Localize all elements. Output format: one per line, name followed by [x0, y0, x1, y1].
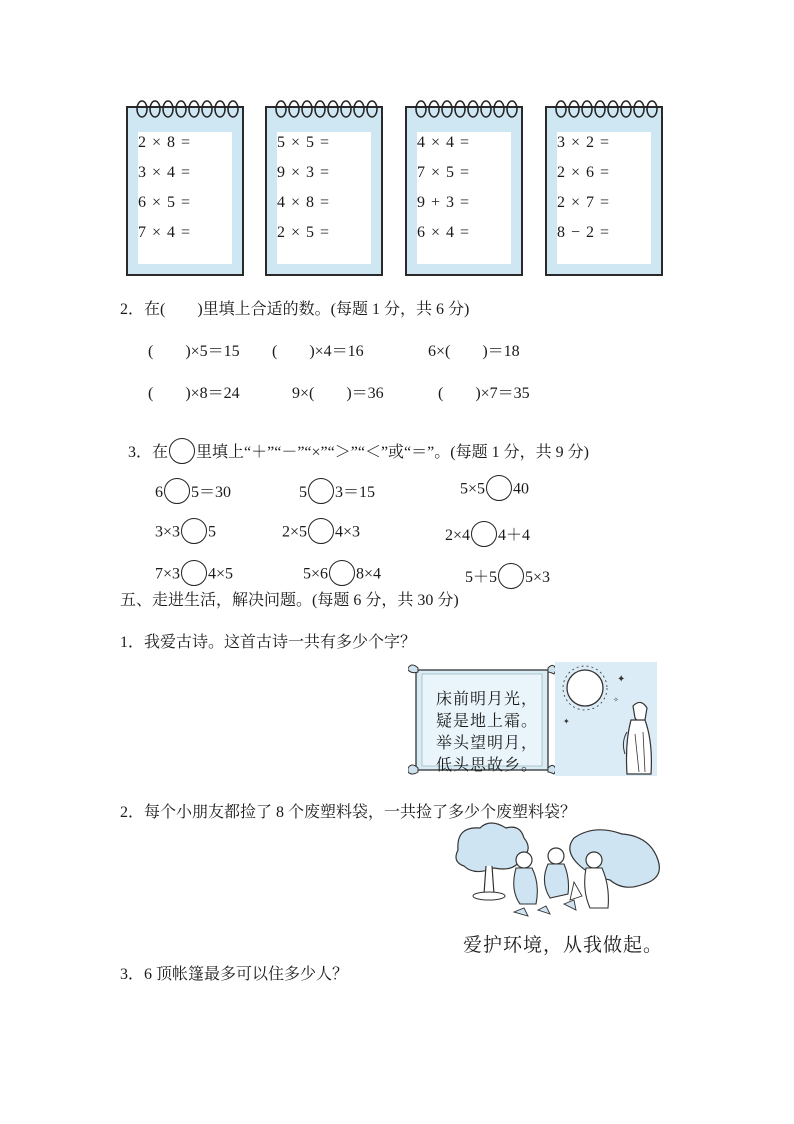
question-3-prefix: 3．在 — [128, 444, 169, 461]
question-3-suffix: 里填上“＋”“－”“×”“＞”“＜”或“＝”。(每题 1 分，共 9 分) — [196, 444, 589, 461]
blank-circle[interactable] — [486, 475, 512, 501]
fill-blank-item: ( )×8＝24 — [148, 385, 240, 402]
fill-blank-item: ( )×5＝15 — [148, 343, 240, 360]
card-equation: 9 × 3 = — [277, 164, 331, 181]
compare-item — [147, 546, 233, 586]
card-equation: 2 × 6 = — [557, 164, 611, 181]
compare-left: 5×5 — [460, 480, 486, 498]
compare-right: 4＋4 — [498, 527, 531, 544]
compare-right: 4×5 — [208, 565, 234, 583]
fill-blank-item: ( )×4＝16 — [272, 343, 364, 360]
card-equation: 2 × 8 = — [138, 134, 192, 151]
fill-blank-item: ( )×7＝35 — [438, 385, 530, 402]
compare-item — [147, 504, 216, 544]
compare-item — [437, 504, 530, 547]
compare-item — [291, 461, 375, 504]
poem-line: 床前明月光， — [436, 689, 539, 708]
poem-line: 疑是地上霜。 — [436, 711, 539, 730]
compare-left: 5 — [299, 484, 307, 501]
fill-blank-item: 6×( )＝18 — [428, 343, 520, 360]
moon-poet-illustration — [555, 662, 657, 776]
card-equation: 8 − 2 = — [557, 224, 611, 241]
card-equation: 5 × 5 = — [277, 134, 331, 151]
blank-circle[interactable] — [181, 560, 207, 586]
spiral-rings-icon — [273, 98, 379, 120]
card-equation: 2 × 7 = — [557, 194, 611, 211]
poem-line: 举头望明月， — [436, 733, 539, 752]
compare-left: 6 — [155, 484, 163, 501]
card-equation: 9 + 3 = — [417, 194, 471, 211]
spiral-rings-icon — [134, 98, 240, 120]
spiral-rings-icon — [413, 98, 519, 120]
blank-circle[interactable] — [308, 518, 334, 544]
spiral-rings-icon — [553, 98, 659, 120]
compare-left: 3×3 — [155, 523, 181, 541]
question-3-title — [120, 421, 589, 464]
card-equation: 3 × 4 = — [138, 164, 192, 181]
card-equation: 2 × 5 = — [277, 224, 331, 241]
compare-left: 5×6 — [303, 565, 329, 583]
compare-left: 5＋5 — [465, 569, 498, 586]
card-equation: 4 × 8 = — [277, 194, 331, 211]
compare-right: 5×3 — [525, 569, 551, 586]
blank-circle[interactable] — [498, 563, 524, 589]
svg-text:✦: ✦ — [617, 674, 626, 685]
question-2-title: 2．在( )里填上合适的数。(每题 1 分，共 6 分) — [120, 301, 470, 318]
compare-right: 8×4 — [356, 565, 382, 583]
notebook-card-1 — [126, 106, 244, 276]
compare-item — [452, 461, 529, 501]
card-equation: 4 × 4 = — [417, 134, 471, 151]
compare-right: 5＝30 — [191, 484, 232, 501]
fill-blank-item: 9×( )＝36 — [292, 385, 384, 402]
compare-right: 5 — [208, 523, 217, 541]
notebook-card-3 — [405, 106, 523, 276]
compare-right: 3＝15 — [335, 484, 376, 501]
compare-item — [147, 461, 231, 504]
card-equation: 6 × 5 = — [138, 194, 192, 211]
blank-circle[interactable] — [181, 518, 207, 544]
section-5-question-2: 2．每个小朋友都捡了 8 个废塑料袋，一共捡了多少个废塑料袋？ — [120, 804, 577, 821]
card-equation: 7 × 4 = — [138, 224, 192, 241]
card-equation: 3 × 2 = — [557, 134, 611, 151]
compare-left: 7×3 — [155, 565, 181, 583]
svg-text:✧: ✧ — [613, 696, 619, 704]
compare-item — [274, 504, 360, 544]
kids-cleaning-illustration — [454, 820, 664, 924]
compare-right: 4×3 — [335, 523, 361, 541]
blank-circle[interactable] — [329, 560, 355, 586]
blank-circle[interactable] — [308, 478, 334, 504]
card-equation: 6 × 4 = — [417, 224, 471, 241]
section-5-title: 五、走进生活，解决问题。(每题 6 分，共 30 分) — [120, 592, 459, 609]
svg-text:✦: ✦ — [563, 717, 570, 726]
compare-item — [457, 546, 550, 589]
compare-left: 2×4 — [445, 527, 471, 544]
environment-slogan: 爱护环境，从我做起。 — [463, 934, 664, 956]
card-equation: 7 × 5 = — [417, 164, 471, 181]
compare-left: 2×5 — [282, 523, 308, 541]
poem-line: 低头思故乡。 — [436, 755, 539, 774]
notebook-card-2 — [265, 106, 383, 276]
notebook-card-4 — [545, 106, 663, 276]
compare-item — [295, 546, 381, 586]
section-5-question-3: 3．6 顶帐篷最多可以住多少人？ — [120, 966, 349, 983]
compare-right: 40 — [513, 480, 530, 498]
blank-circle[interactable] — [164, 478, 190, 504]
section-5-question-1: 1．我爱古诗。这首古诗一共有多少个字？ — [120, 634, 417, 651]
blank-circle[interactable] — [471, 521, 497, 547]
